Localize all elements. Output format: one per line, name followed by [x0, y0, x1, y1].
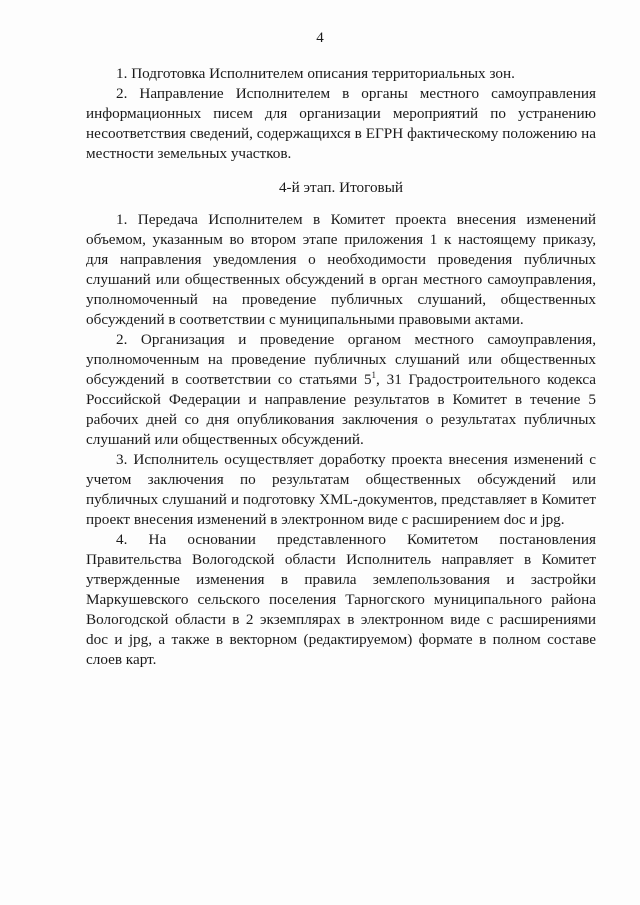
paragraph-2: 2. Направление Исполнителем в органы местного самоуправления информационных писем для организации мероприятий по устранению несоответствия сведений, содержащихся в ЕГРН фактическому положению на местности земельных участков.	[86, 85, 596, 162]
stage-item-4: 4. На основании представленного Комитетом постановления Правительства Вологодской области Исполнитель направляет в Комитет утвержденные изменения в правила землепользования и застройки Маркушевского сельского поселения Тарногского муниципального района Вологодской области в 2 экземплярах в электронном виде с расширениями doc и jpg, а также в векторном (редактируемом) формате в полном составе слоев карт.	[86, 531, 596, 668]
stage-item-2	[86, 330, 596, 450]
stage-item-2-text-b: , 31 Градостроительного кодекса Российской Федерации и направление результатов в Комитет в течение 5 рабочих дней со дня опубликования заключения о результатах публичных слушаний или общественных обсуждений.	[86, 371, 597, 448]
paragraph-1: 1. Подготовка Исполнителем описания территориальных зон.	[116, 65, 515, 82]
document-body	[86, 64, 596, 670]
stage-item-1: 1. Передача Исполнителем в Комитет проекта внесения изменений объемом, указанным во втором этапе приложения 1 к настоящему приказу, для направления уведомления о необходимости проведения публичных слушаний или общественных обсуждений в орган местного самоуправления, уполномоченный на проведение публичных слушаний, общественных обсуждений в соответствии с муниципальными правовыми актами.	[86, 211, 596, 328]
stage-item-2-text-a: 2. Организация и проведение органом местного самоуправления, уполномоченным на проведение публичных слушаний или общественных обсуждений в соответствии со статьями 5	[86, 331, 596, 388]
article-superscript: 1	[371, 369, 377, 380]
stage-item-3: 3. Исполнитель осуществляет доработку проекта внесения изменений с учетом заключения по результатам общественных обсуждений или публичных слушаний и подготовку XML-документов, представляет в Комитет проект внесения изменений в электронном виде с расширением doc и jpg.	[86, 451, 596, 528]
page-number: 4	[316, 30, 324, 46]
stage-heading: 4-й этап. Итоговый	[278, 179, 404, 196]
